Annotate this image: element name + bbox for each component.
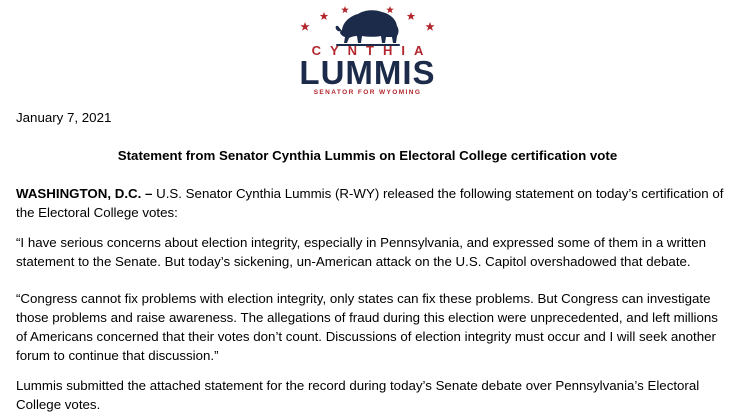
paragraph-closing: Lummis submitted the attached statement for the record during today’s Senate debate over Pennsylvania’s Electoral College votes. <box>16 378 700 412</box>
letterhead-logo <box>0 0 735 100</box>
logo-last-name: LUMMIS <box>299 54 436 91</box>
paragraph-intro <box>16 184 726 222</box>
paragraph-intro-body: U.S. Senator Cynthia Lummis (R-WY) released the following statement on today’s certification of the Electoral College votes: <box>16 186 724 220</box>
dateline: WASHINGTON, D.C. – <box>16 186 153 201</box>
logo-subtitle: SENATOR FOR WYOMING <box>313 89 422 96</box>
star-icon <box>341 6 349 13</box>
paragraph-quote-1: “I have serious concerns about election integrity, especially in Pennsylvania, and expressed some of them in a written statement to the Senate. But today’s sickening, un-American attack on the U.S. Capitol overshadowed that debate. <box>16 235 707 269</box>
release-headline: Statement from Senator Cynthia Lummis on Electoral College certification vote <box>117 148 618 163</box>
star-icon <box>386 6 394 13</box>
star-icon <box>320 12 328 20</box>
paragraph-quote-2: “Congress cannot fix problems with election integrity, only states can fix these problems. But Congress can investigate those problems and raise awareness. The allegations of fraud during this election were unprecedented, and left millions of Americans concerned that their votes don’t count. Discussions of election integrity must occur and I will seek another forum to continue that discussion.” <box>16 291 718 363</box>
release-date: January 7, 2021 <box>16 110 112 125</box>
star-icon <box>407 12 415 20</box>
logo-first-name: CYNTHIA <box>311 43 433 58</box>
star-icon <box>425 22 434 31</box>
bison-icon <box>336 10 400 46</box>
star-icon <box>300 22 309 31</box>
